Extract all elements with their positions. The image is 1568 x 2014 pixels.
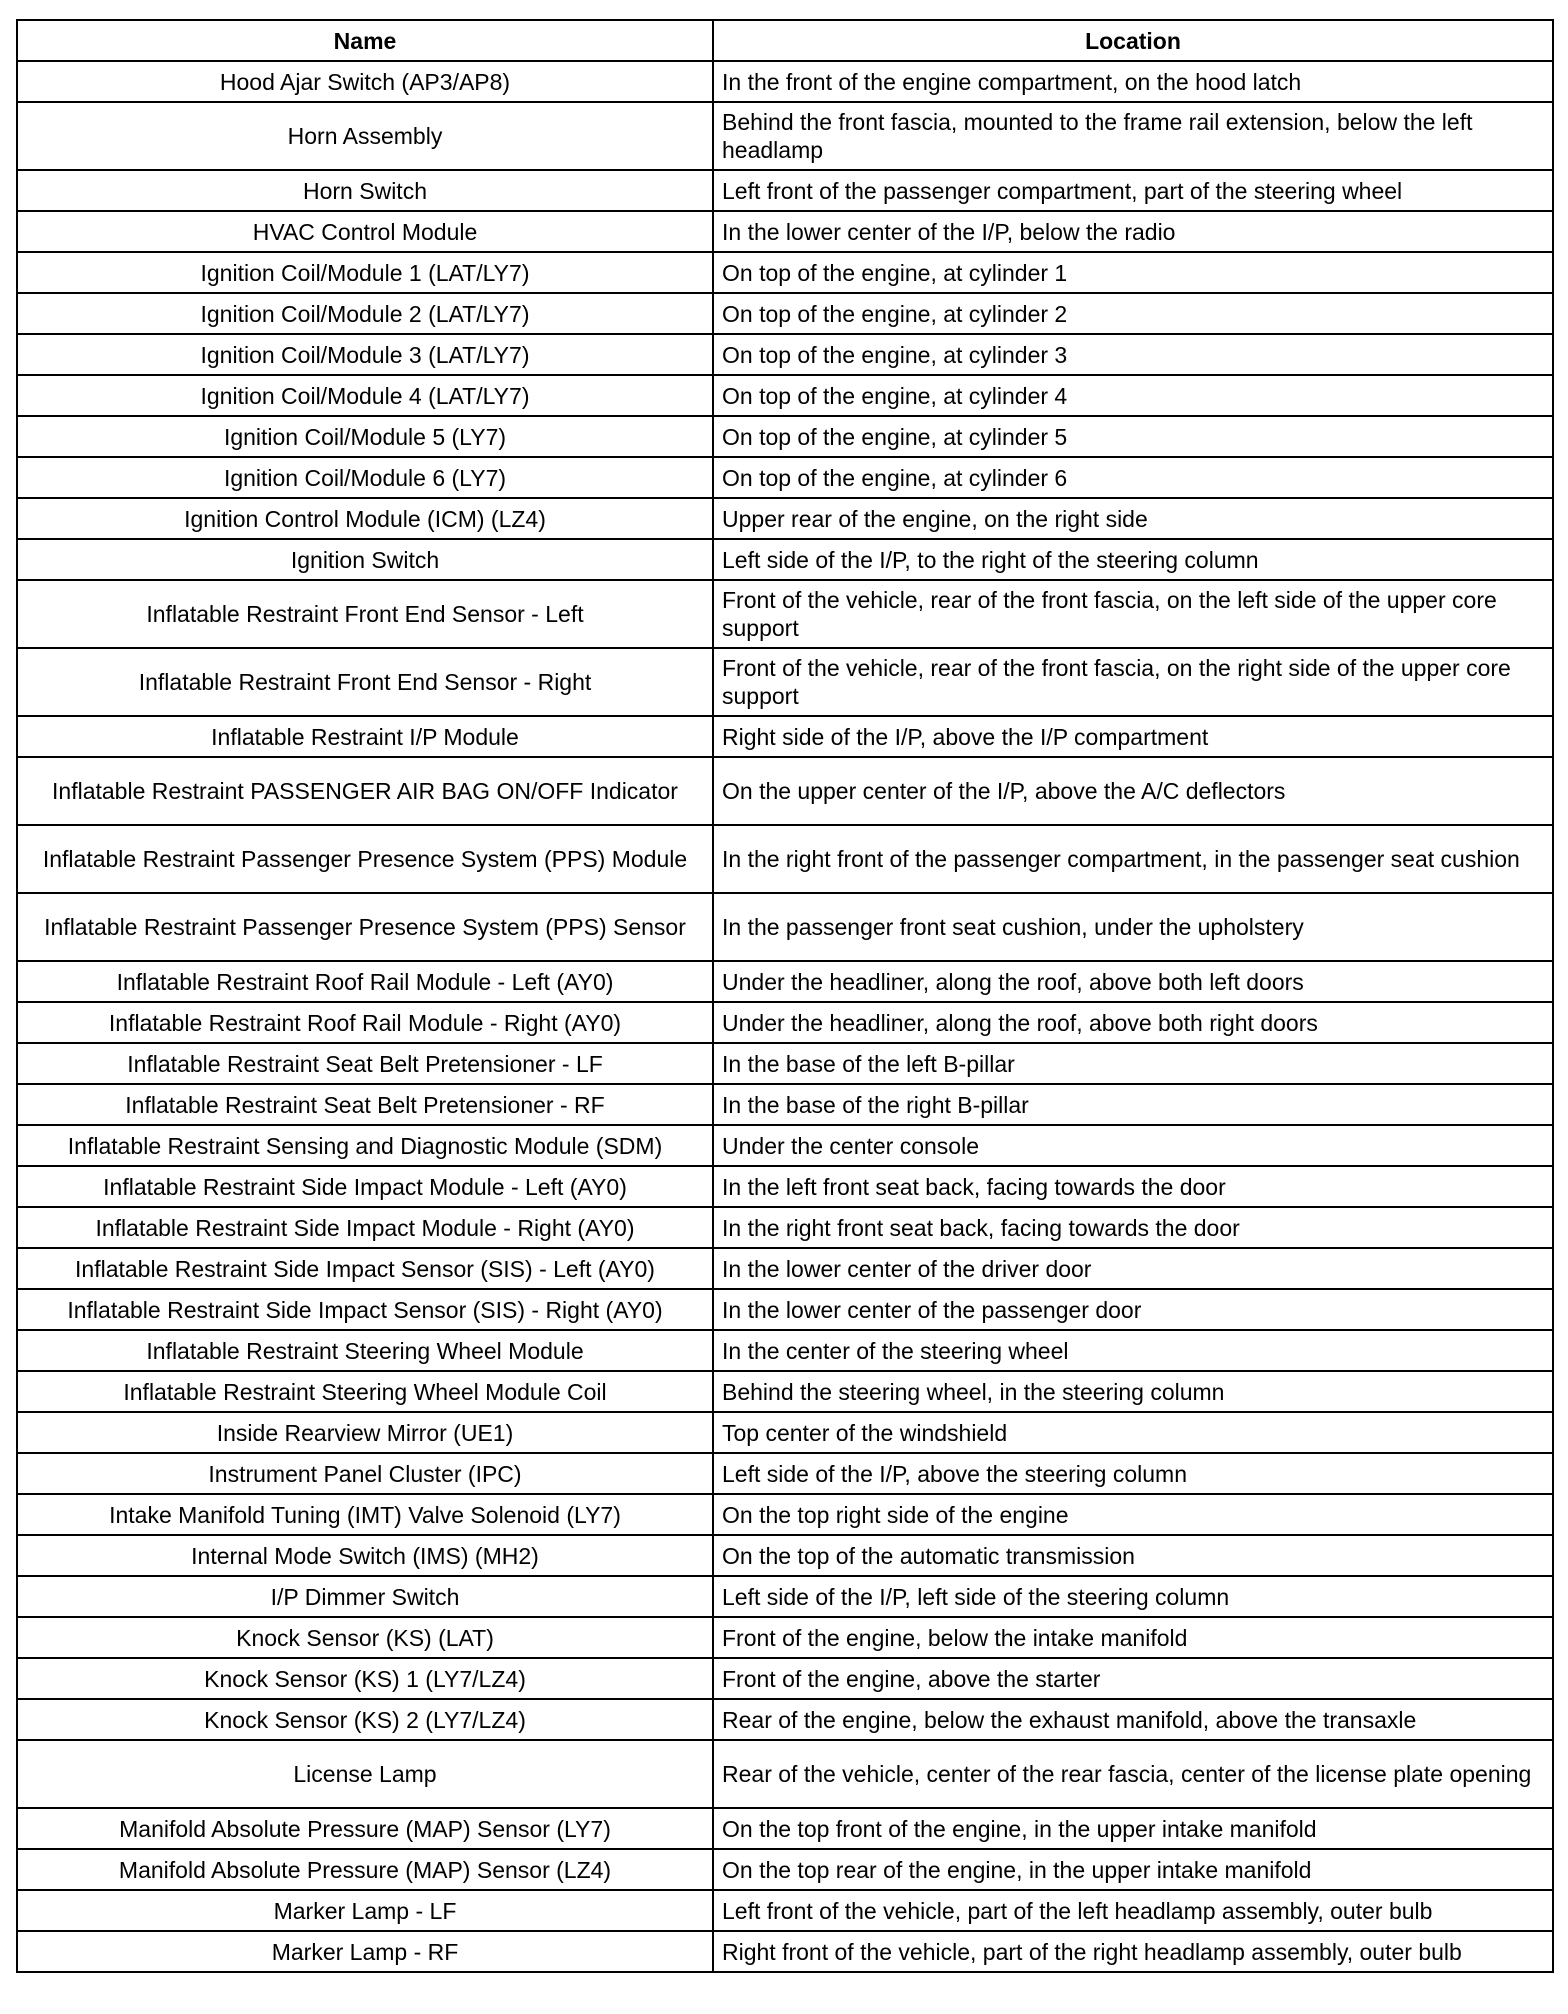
component-location-cell: Top center of the windshield — [713, 1412, 1553, 1453]
component-name-cell: Hood Ajar Switch (AP3/AP8) — [17, 61, 713, 102]
component-name-cell: Inflatable Restraint Side Impact Sensor (SIS) - Right (AY0) — [17, 1289, 713, 1330]
component-name-cell: Inflatable Restraint Side Impact Module - Left (AY0) — [17, 1166, 713, 1207]
table-row — [17, 961, 1553, 1002]
component-location-cell: On top of the engine, at cylinder 6 — [713, 457, 1553, 498]
table-row — [17, 1248, 1553, 1289]
table-row — [17, 1617, 1553, 1658]
table-row — [17, 498, 1553, 539]
table-row — [17, 1494, 1553, 1535]
table-row — [17, 1658, 1553, 1699]
table-row — [17, 170, 1553, 211]
component-name-cell: Inflatable Restraint Steering Wheel Module Coil — [17, 1371, 713, 1412]
component-name-cell: Inflatable Restraint Side Impact Sensor (SIS) - Left (AY0) — [17, 1248, 713, 1289]
component-name-cell: License Lamp — [17, 1740, 713, 1808]
component-location-cell: Front of the engine, above the starter — [713, 1658, 1553, 1699]
table-row — [17, 825, 1553, 893]
table-row — [17, 1535, 1553, 1576]
component-name-cell: Manifold Absolute Pressure (MAP) Sensor (LZ4) — [17, 1849, 713, 1890]
component-name-cell: Inflatable Restraint I/P Module — [17, 716, 713, 757]
component-location-cell: Rear of the engine, below the exhaust manifold, above the transaxle — [713, 1699, 1553, 1740]
table-row — [17, 1371, 1553, 1412]
component-location-cell: On top of the engine, at cylinder 1 — [713, 252, 1553, 293]
component-location-cell: Right side of the I/P, above the I/P compartment — [713, 716, 1553, 757]
component-location-cell: Under the headliner, along the roof, above both left doors — [713, 961, 1553, 1002]
component-name-cell: Internal Mode Switch (IMS) (MH2) — [17, 1535, 713, 1576]
component-location-cell: In the base of the right B-pillar — [713, 1084, 1553, 1125]
component-name-cell: Inflatable Restraint Roof Rail Module - Right (AY0) — [17, 1002, 713, 1043]
component-location-cell: Left side of the I/P, above the steering column — [713, 1453, 1553, 1494]
component-location-cell: Front of the vehicle, rear of the front fascia, on the right side of the upper core support — [713, 648, 1553, 716]
component-location-cell: On the top right side of the engine — [713, 1494, 1553, 1535]
component-name-cell: Intake Manifold Tuning (IMT) Valve Solenoid (LY7) — [17, 1494, 713, 1535]
table-row — [17, 1002, 1553, 1043]
component-location-cell: In the lower center of the I/P, below the radio — [713, 211, 1553, 252]
component-location-cell: Behind the steering wheel, in the steering column — [713, 1371, 1553, 1412]
component-name-cell: Inflatable Restraint Seat Belt Pretensioner - LF — [17, 1043, 713, 1084]
table-row — [17, 334, 1553, 375]
component-name-cell: Ignition Coil/Module 4 (LAT/LY7) — [17, 375, 713, 416]
component-name-cell: Ignition Switch — [17, 539, 713, 580]
table-row — [17, 61, 1553, 102]
component-location-cell: On the top rear of the engine, in the upper intake manifold — [713, 1849, 1553, 1890]
table-row — [17, 893, 1553, 961]
table-row — [17, 293, 1553, 334]
component-name-cell: Ignition Coil/Module 2 (LAT/LY7) — [17, 293, 713, 334]
component-name-cell: Knock Sensor (KS) 1 (LY7/LZ4) — [17, 1658, 713, 1699]
component-location-cell: On top of the engine, at cylinder 5 — [713, 416, 1553, 457]
table-row — [17, 1166, 1553, 1207]
table-row — [17, 1931, 1553, 1972]
table-header-row — [17, 20, 1553, 61]
component-name-cell: Inflatable Restraint Front End Sensor - Right — [17, 648, 713, 716]
table-row — [17, 416, 1553, 457]
component-location-cell: Left front of the passenger compartment, part of the steering wheel — [713, 170, 1553, 211]
component-location-cell: In the right front seat back, facing towards the door — [713, 1207, 1553, 1248]
component-location-cell: Rear of the vehicle, center of the rear fascia, center of the license plate opening — [713, 1740, 1553, 1808]
component-location-cell: On top of the engine, at cylinder 4 — [713, 375, 1553, 416]
table-row — [17, 102, 1553, 170]
component-location-cell: Behind the front fascia, mounted to the frame rail extension, below the left headlamp — [713, 102, 1553, 170]
component-location-cell: In the lower center of the driver door — [713, 1248, 1553, 1289]
component-name-cell: HVAC Control Module — [17, 211, 713, 252]
component-location-cell: Under the center console — [713, 1125, 1553, 1166]
header-location: Location — [713, 20, 1553, 61]
component-location-table — [16, 19, 1554, 1973]
component-location-cell: In the left front seat back, facing towards the door — [713, 1166, 1553, 1207]
component-location-cell: In the lower center of the passenger door — [713, 1289, 1553, 1330]
component-name-cell: Instrument Panel Cluster (IPC) — [17, 1453, 713, 1494]
component-location-cell: On the upper center of the I/P, above the A/C deflectors — [713, 757, 1553, 825]
component-name-cell: Ignition Control Module (ICM) (LZ4) — [17, 498, 713, 539]
table-row — [17, 1453, 1553, 1494]
component-name-cell: Inflatable Restraint Steering Wheel Module — [17, 1330, 713, 1371]
component-name-cell: Inflatable Restraint Passenger Presence System (PPS) Module — [17, 825, 713, 893]
component-location-cell: On the top of the automatic transmission — [713, 1535, 1553, 1576]
component-name-cell: Ignition Coil/Module 5 (LY7) — [17, 416, 713, 457]
table-row — [17, 716, 1553, 757]
table-row — [17, 539, 1553, 580]
component-name-cell: Inflatable Restraint Roof Rail Module - Left (AY0) — [17, 961, 713, 1002]
table-row — [17, 1576, 1553, 1617]
component-name-cell: Inflatable Restraint Sensing and Diagnostic Module (SDM) — [17, 1125, 713, 1166]
table-row — [17, 1890, 1553, 1931]
component-name-cell: Horn Assembly — [17, 102, 713, 170]
component-location-cell: In the passenger front seat cushion, under the upholstery — [713, 893, 1553, 961]
component-name-cell: Knock Sensor (KS) 2 (LY7/LZ4) — [17, 1699, 713, 1740]
header-name: Name — [17, 20, 713, 61]
component-location-cell: In the right front of the passenger compartment, in the passenger seat cushion — [713, 825, 1553, 893]
component-location-cell: Front of the engine, below the intake manifold — [713, 1617, 1553, 1658]
component-location-cell: Upper rear of the engine, on the right side — [713, 498, 1553, 539]
table-row — [17, 211, 1553, 252]
component-location-cell: Under the headliner, along the roof, above both right doors — [713, 1002, 1553, 1043]
table-row — [17, 1043, 1553, 1084]
component-name-cell: Marker Lamp - LF — [17, 1890, 713, 1931]
component-location-cell: Front of the vehicle, rear of the front fascia, on the left side of the upper core support — [713, 580, 1553, 648]
component-locator-document — [16, 19, 1554, 1973]
component-location-cell: On top of the engine, at cylinder 2 — [713, 293, 1553, 334]
component-name-cell: Inflatable Restraint Passenger Presence System (PPS) Sensor — [17, 893, 713, 961]
component-location-cell: Left front of the vehicle, part of the left headlamp assembly, outer bulb — [713, 1890, 1553, 1931]
component-name-cell: Horn Switch — [17, 170, 713, 211]
component-name-cell: Ignition Coil/Module 6 (LY7) — [17, 457, 713, 498]
table-row — [17, 648, 1553, 716]
component-location-cell: On top of the engine, at cylinder 3 — [713, 334, 1553, 375]
table-row — [17, 1125, 1553, 1166]
component-location-cell: Left side of the I/P, left side of the steering column — [713, 1576, 1553, 1617]
component-name-cell: Inside Rearview Mirror (UE1) — [17, 1412, 713, 1453]
table-row — [17, 1808, 1553, 1849]
component-name-cell: Inflatable Restraint Side Impact Module - Right (AY0) — [17, 1207, 713, 1248]
table-body — [17, 61, 1553, 1972]
component-location-cell: Left side of the I/P, to the right of the steering column — [713, 539, 1553, 580]
component-location-cell: Right front of the vehicle, part of the right headlamp assembly, outer bulb — [713, 1931, 1553, 1972]
component-name-cell: Inflatable Restraint Seat Belt Pretensioner - RF — [17, 1084, 713, 1125]
table-row — [17, 580, 1553, 648]
component-location-cell: On the top front of the engine, in the upper intake manifold — [713, 1808, 1553, 1849]
table-row — [17, 757, 1553, 825]
component-location-cell: In the front of the engine compartment, on the hood latch — [713, 61, 1553, 102]
component-name-cell: Ignition Coil/Module 3 (LAT/LY7) — [17, 334, 713, 375]
table-row — [17, 1740, 1553, 1808]
component-name-cell: I/P Dimmer Switch — [17, 1576, 713, 1617]
table-row — [17, 252, 1553, 293]
component-location-cell: In the center of the steering wheel — [713, 1330, 1553, 1371]
component-location-cell: In the base of the left B-pillar — [713, 1043, 1553, 1084]
table-row — [17, 1084, 1553, 1125]
component-name-cell: Inflatable Restraint PASSENGER AIR BAG ON/OFF Indicator — [17, 757, 713, 825]
table-row — [17, 375, 1553, 416]
table-row — [17, 1330, 1553, 1371]
table-row — [17, 1849, 1553, 1890]
component-name-cell: Inflatable Restraint Front End Sensor - Left — [17, 580, 713, 648]
component-name-cell: Marker Lamp - RF — [17, 1931, 713, 1972]
table-row — [17, 1699, 1553, 1740]
table-row — [17, 457, 1553, 498]
component-name-cell: Knock Sensor (KS) (LAT) — [17, 1617, 713, 1658]
component-name-cell: Ignition Coil/Module 1 (LAT/LY7) — [17, 252, 713, 293]
table-row — [17, 1412, 1553, 1453]
table-row — [17, 1207, 1553, 1248]
table-row — [17, 1289, 1553, 1330]
component-name-cell: Manifold Absolute Pressure (MAP) Sensor (LY7) — [17, 1808, 713, 1849]
